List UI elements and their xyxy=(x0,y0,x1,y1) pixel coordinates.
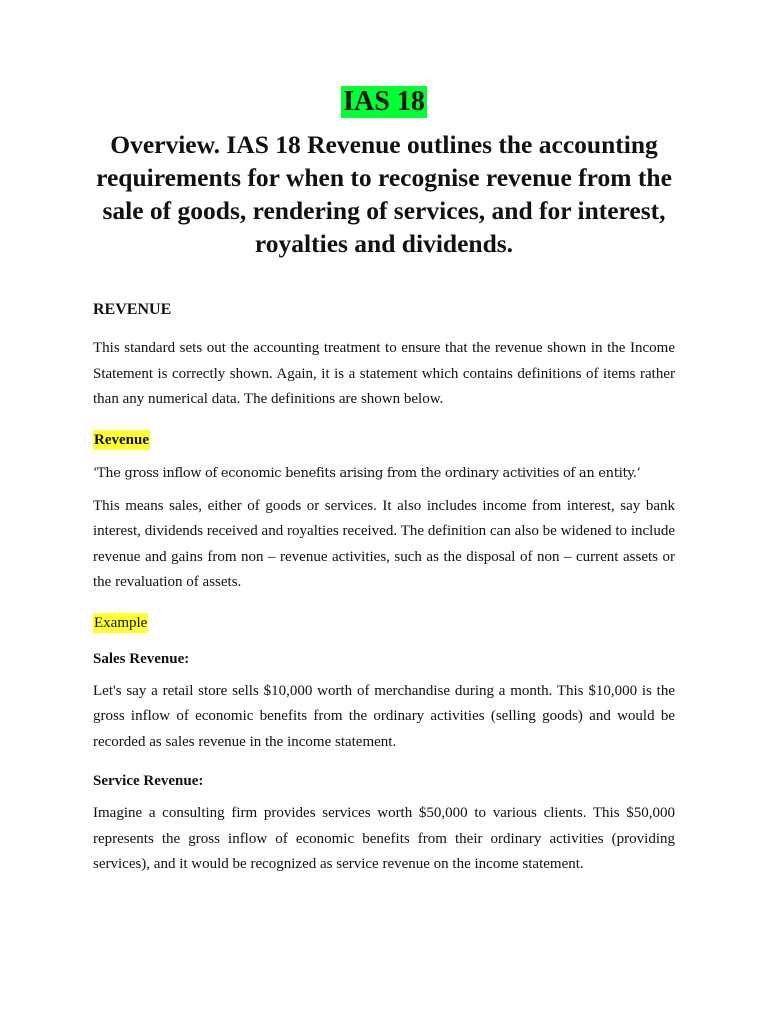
service-revenue-heading: Service Revenue: xyxy=(93,773,204,789)
example-label-block xyxy=(93,613,675,633)
definition-quote: ‘The gross inflow of economic benefits arising from the ordinary activities of an entity.’ xyxy=(93,465,641,481)
example-label: Example xyxy=(94,614,148,631)
title-container xyxy=(93,86,675,118)
sales-revenue-heading: Sales Revenue: xyxy=(93,650,190,667)
document-title: IAS 18 xyxy=(343,86,425,117)
overview-heading: Overview. IAS 18 Revenue outlines the accounting requirements for when to recognise revenue from the sale of goods, rendering of services, and for interest, royalties and dividends. xyxy=(96,130,672,258)
revenue-label: Revenue xyxy=(94,431,149,448)
revenue-label-block xyxy=(93,430,675,450)
intro-paragraph: This standard sets out the accounting treatment to ensure that the revenue shown in the Income Statement is correctly shown. Again, it is a statement which contains definitions of items rather than any numerical data. The definitions are shown below. xyxy=(93,340,675,407)
service-revenue-paragraph: Imagine a consulting firm provides services worth $50,000 to various clients. This $50,000 represents the gross inflow of economic benefits from their ordinary activities (providing services), and it would be recognized as service revenue on the income statement. xyxy=(93,805,675,872)
section-heading-revenue: REVENUE xyxy=(93,301,172,318)
explanation-paragraph: This means sales, either of goods or services. It also includes income from interest, say bank interest, dividends received and royalties received. The definition can also be widened to include revenue and gains from non – revenue activities, such as the disposal of non – current assets or the revaluation of assets. xyxy=(93,497,675,590)
sales-revenue-paragraph: Let's say a retail store sells $10,000 worth of merchandise during a month. This $10,000 is the gross inflow of economic benefits from the ordinary activities (selling goods) and would be recorded as sales revenue in the income statement. xyxy=(93,682,675,750)
